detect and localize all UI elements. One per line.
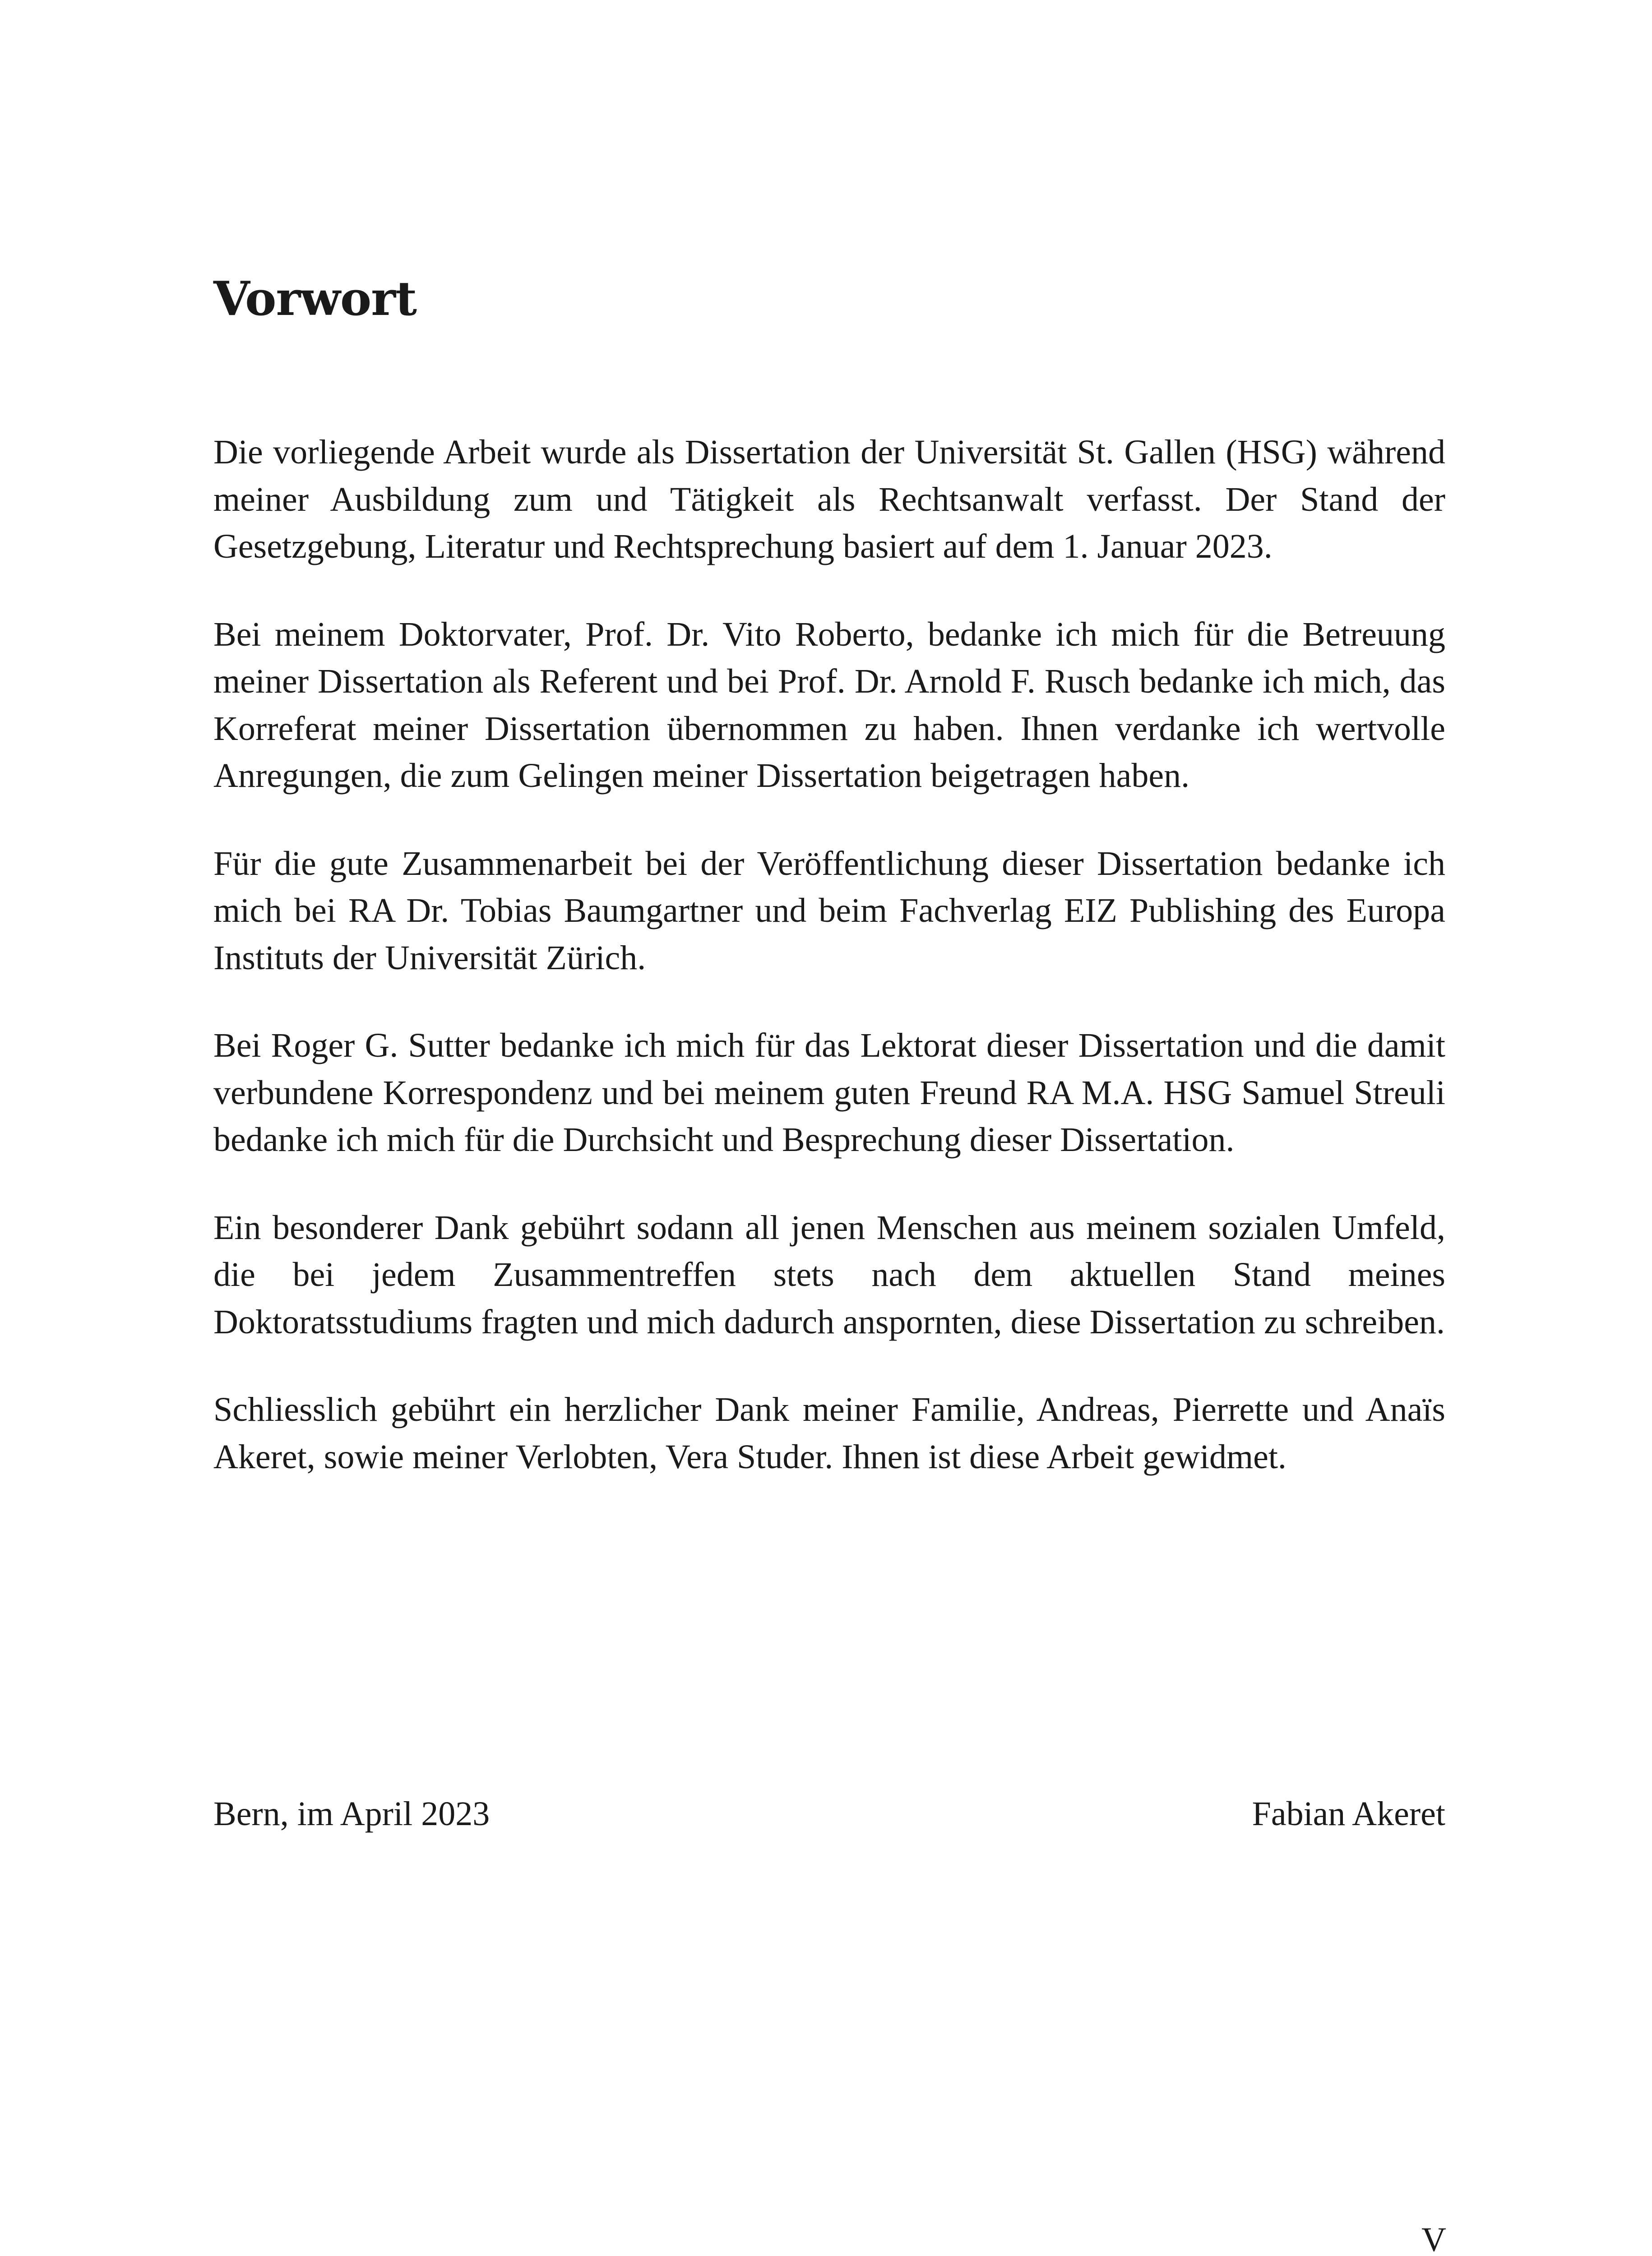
paragraph-6: Schliesslich gebührt ein herzlicher Dank meiner Familie, Andreas, Pierrette und Anaïs Akeret, sowie meiner Verlobten, Vera Studer. Ihnen ist diese Arbeit gewidmet. <box>213 1391 1445 1476</box>
page-title: Vorwort <box>213 271 417 326</box>
foreword-body <box>213 429 1445 1521</box>
place-date: Bern, im April 2023 <box>213 1795 490 1833</box>
signature-row <box>213 1790 1445 1837</box>
paragraph-5: Ein besonderer Dank gebührt sodann all jenen Menschen aus meinem sozialen Umfeld, die bei jedem Zusammentreffen stets nach dem aktuellen Stand meines Doktoratsstudiums fragten und mich dadurch anspornten, diese Dissertation zu schreiben. <box>213 1208 1445 1341</box>
paragraph-3: Für die gute Zusammenarbeit bei der Veröffentlichung dieser Dissertation bedanke ich mich bei RA Dr. Tobias Baumgartner und beim Fachverlag EIZ Publishing des Europa Instituts der Universität Zürich. <box>213 844 1445 977</box>
paragraph-1: Die vorliegende Arbeit wurde als Dissertation der Universität St. Gallen (HSG) während meiner Ausbildung zum und Tätigkeit als Rechtsanwalt verfasst. Der Stand der Gesetzgebung, Literatur und Rechtsprechung basiert auf dem 1. Januar 2023. <box>213 433 1445 565</box>
page-number: V <box>1421 2221 1446 2256</box>
author-name: Fabian Akeret <box>1252 1795 1445 1833</box>
paragraph-2: Bei meinem Doktorvater, Prof. Dr. Vito Roberto, bedanke ich mich für die Betreuung meiner Dissertation als Referent und bei Prof. Dr. Arnold F. Rusch bedanke ich mich, das Korreferat meiner Dissertation übernommen zu haben. Ihnen verdanke ich wertvolle Anregungen, die zum Gelingen meiner Dissertation beigetragen haben. <box>213 615 1445 795</box>
paragraph-4: Bei Roger G. Sutter bedanke ich mich für das Lektorat dieser Dissertation und die damit verbundene Korrespondenz und bei meinem guten Freund RA M.A. HSG Samuel Streuli bedanke ich mich für die Durchsicht und Besprechung dieser Dissertation. <box>213 1026 1445 1159</box>
